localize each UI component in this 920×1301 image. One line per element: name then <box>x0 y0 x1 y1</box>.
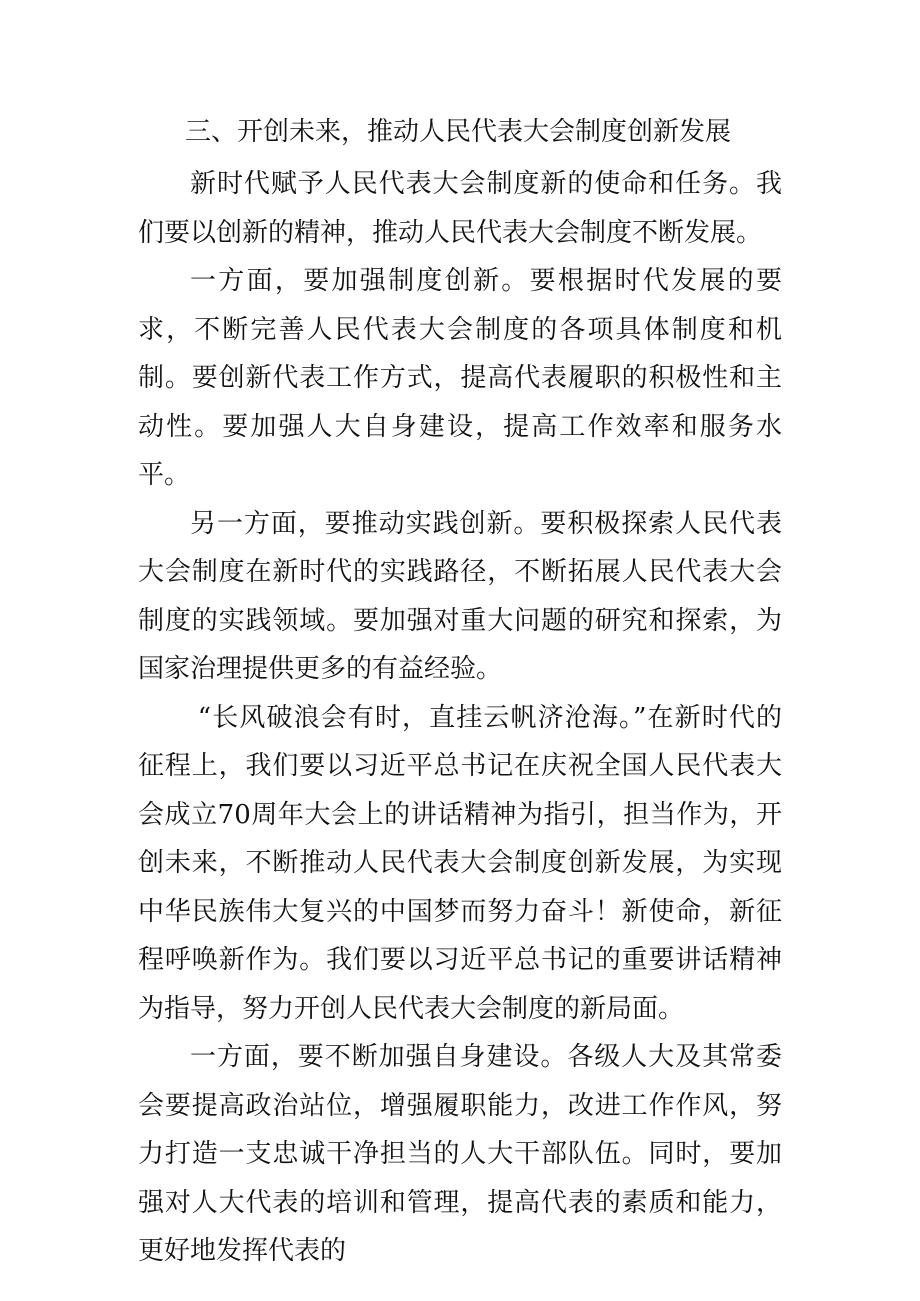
section-heading: 三、开创未来，推动人民代表大会制度创新发展 <box>185 117 732 147</box>
paragraph-new-era-mission: 新时代赋予人民代表大会制度新的使命和任务。我们要以创新的精神，推动人民代表大会制度不断发展。 <box>138 169 782 248</box>
paragraph-institutional-innovation: 一方面，要加强制度创新。要根据时代发展的要求，不断完善人民代表大会制度的各项具体制度和机制。要创新代表工作方式，提高代表履职的积极性和主动性。要加强人大自身建设，提高工作效率和服务水平。 <box>138 266 782 490</box>
paragraph-practice-innovation: 另一方面，要推动实践创新。要积极探索人民代表大会制度在新时代的实践路径，不断拓展人民代表大会制度的实践领域。要加强对重大问题的研究和探索，为国家治理提供更多的有益经验。 <box>138 508 782 684</box>
paragraph-quote-long-wind: “长风破浪会有时，直挂云帆济沧海。”在新时代的征程上，我们要以习近平总书记在庆祝全国人民代表大会成立70周年大会上的讲话精神为指引，担当作为，开创未来，不断推动人民代表大会制度创新发展，为实现中华民族伟大复兴的中国梦而努力奋斗！新使命，新征程呼唤新作为。我们要以习近平总书记的重要讲话精神为指导，努力开创人民代表大会制度的新局面。 <box>138 702 782 1024</box>
document-body <box>138 160 782 1276</box>
paragraph-self-building: 一方面，要不断加强自身建设。各级人大及其常委会要提高政治站位，增强履职能力，改进工作作风，努力打造一支忠诚干净担当的人大干部队伍。同时，要加强对人大代表的培训和管理，提高代表的素质和能力，更好地发挥代表的 <box>138 1042 782 1266</box>
